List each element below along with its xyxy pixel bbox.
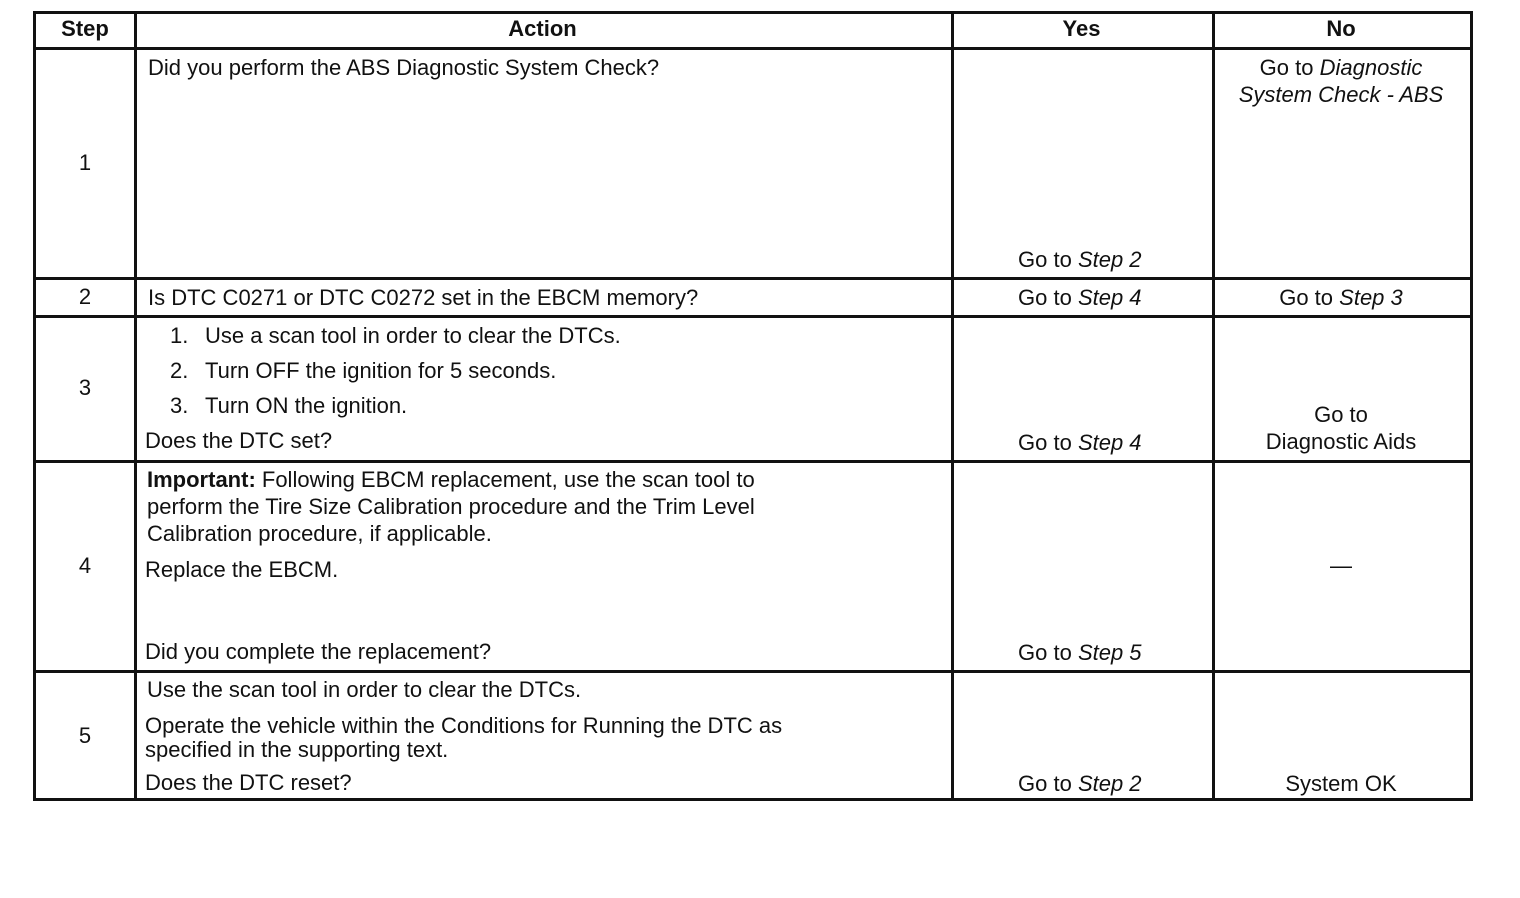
question-text: Does the DTC reset? (145, 770, 352, 795)
important-label: Important: (147, 467, 256, 492)
question-text: Did you complete the replacement? (145, 639, 492, 664)
step-number: 1 (78, 150, 92, 175)
no-cell: Go to Diagnostic (1259, 55, 1423, 80)
step-number: 3 (78, 375, 92, 400)
list-item-number: 2. (170, 358, 189, 383)
instruction-text: Replace the EBCM. (145, 557, 339, 582)
step-link: Step 2 (1077, 771, 1142, 796)
list-item-text: Turn OFF the ignition for 5 seconds. (205, 358, 557, 383)
no-cell: Go to (1314, 402, 1368, 427)
column-divider (951, 14, 954, 798)
list-item-text: Use a scan tool in order to clear the DTCs. (205, 323, 621, 348)
step-link: Step 5 (1077, 640, 1142, 665)
no-cell: System OK (1285, 771, 1397, 796)
row-divider (36, 460, 1470, 463)
header-step: Step (61, 16, 109, 41)
important-note-line3: Calibration procedure, if applicable. (147, 521, 492, 546)
step-link: Step 2 (1077, 247, 1142, 272)
action-text: Did you perform the ABS Diagnostic System Check? (148, 55, 660, 80)
row-divider (36, 277, 1470, 280)
header-no: No (1326, 16, 1356, 41)
list-item-number: 1. (170, 323, 189, 348)
question-text: Does the DTC set? (145, 428, 333, 453)
row-divider (36, 670, 1470, 673)
step-number: 2 (78, 284, 92, 309)
yes-cell: Go to Step 4 (1018, 430, 1142, 455)
step-link: Step 4 (1077, 285, 1142, 310)
no-cell: — (1330, 553, 1352, 578)
step-number: 5 (78, 723, 92, 748)
important-note-line2: perform the Tire Size Calibration procedure and the Trim Level (147, 494, 755, 519)
row-divider (36, 47, 1470, 50)
yes-cell: Go to Step 5 (1018, 640, 1142, 665)
list-item-number: 3. (170, 393, 189, 418)
yes-cell: Go to Step 2 (1018, 771, 1142, 796)
step-link: Step 4 (1077, 430, 1142, 455)
column-divider (134, 14, 137, 798)
yes-cell: Go to Step 2 (1018, 247, 1142, 272)
action-text: specified in the supporting text. (145, 737, 449, 762)
step-number: 4 (78, 553, 92, 578)
row-divider (36, 315, 1470, 318)
action-text: Is DTC C0271 or DTC C0272 set in the EBCM memory? (148, 285, 699, 310)
header-action: Action (508, 16, 577, 41)
important-note: Important: Following EBCM replacement, use the scan tool to (147, 467, 755, 492)
header-yes: Yes (1062, 16, 1101, 41)
no-cell: Go to Step 3 (1279, 285, 1403, 310)
list-item-text: Turn ON the ignition. (205, 393, 408, 418)
action-text: Use the scan tool in order to clear the DTCs. (147, 677, 582, 702)
no-cell-line2: Diagnostic Aids (1265, 429, 1417, 454)
action-text: Operate the vehicle within the Conditions for Running the DTC as (145, 713, 783, 738)
yes-cell: Go to Step 4 (1018, 285, 1142, 310)
no-cell-line2: System Check - ABS (1238, 82, 1444, 107)
